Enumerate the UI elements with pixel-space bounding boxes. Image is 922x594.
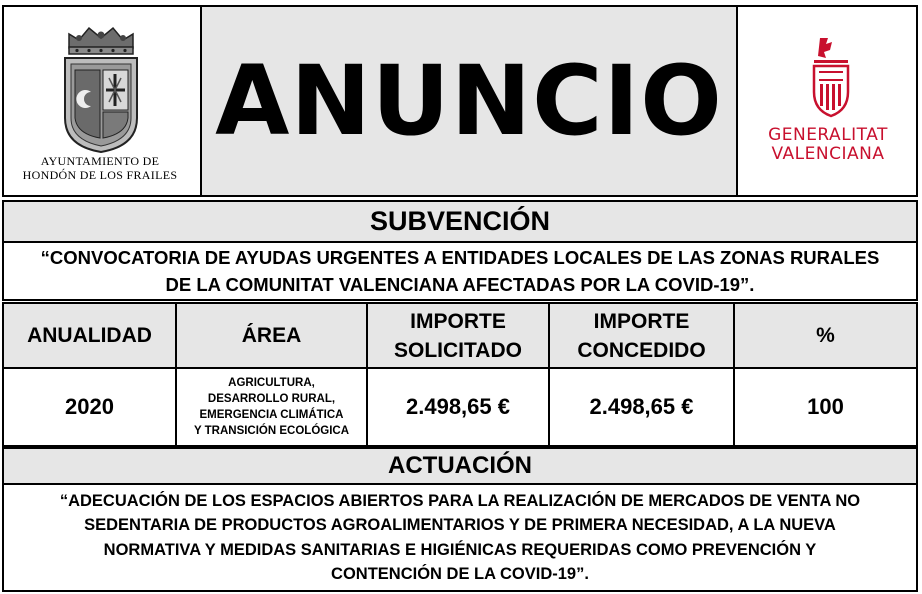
subvencion-line-1: “CONVOCATORIA DE AYUDAS URGENTES A ENTIDADES LOCALES DE LAS ZONAS RURALES: [40, 247, 880, 268]
generalitat-line-1: GENERALITAT: [768, 125, 888, 145]
actuacion-line-4: CONTENCIÓN DE LA COVID-19”.: [331, 565, 589, 583]
ayuntamiento-logo: [55, 18, 147, 154]
actuacion-line-2: SEDENTARIA DE PRODUCTOS AGROALIMENTARIOS Y DE PRIMERA NECESIDAD, A LA NUEVA: [84, 516, 836, 534]
table-row-area: [177, 369, 366, 445]
subvencion-heading: [4, 202, 916, 241]
table-row-anualidad: [4, 369, 175, 445]
actuacion-heading: [4, 449, 916, 483]
table-row-solicitado: [368, 369, 548, 445]
column-header-area: [177, 304, 366, 367]
coat-of-arms-icon: [55, 18, 147, 154]
generalitat-caption: [738, 126, 918, 164]
anualidad-value: 2020: [65, 394, 114, 419]
ayuntamiento-caption: [0, 154, 200, 182]
subvencion-heading-text: SUBVENCIÓN: [369, 206, 551, 236]
ayuntamiento-line-1: AYUNTAMIENTO DE: [40, 154, 160, 168]
table-row-concedido: [550, 369, 733, 445]
subvencion-text: [4, 243, 916, 299]
table-row-percent: [735, 369, 916, 445]
column-header-concedido: [550, 304, 733, 367]
generalitat-line-2: VALENCIANA: [771, 144, 885, 164]
area-line-4: Y TRANSICIÓN ECOLÓGICA: [193, 425, 350, 437]
solicitado-value: 2.498,65 €: [406, 394, 510, 419]
column-header-concedido-line-1: IMPORTE: [593, 309, 690, 333]
area-line-1: AGRICULTURA,: [228, 377, 315, 389]
column-header-anualidad: [4, 304, 175, 367]
ayuntamiento-line-2: HONDÓN DE LOS FRAILES: [22, 168, 178, 182]
column-header-concedido-line-2: CONCEDIDO: [577, 338, 706, 362]
generalitat-logo-icon: [806, 36, 858, 120]
concedido-value: 2.498,65 €: [589, 394, 694, 419]
percent-value: 100: [807, 394, 844, 419]
column-header-area-label: ÁREA: [241, 324, 302, 347]
column-header-percent: [735, 304, 916, 367]
actuacion-text: [4, 485, 916, 590]
area-line-2: DESARROLLO RURAL,: [207, 393, 336, 405]
column-header-solicitado: [368, 304, 548, 367]
column-header-anualidad-label: ANUALIDAD: [27, 324, 152, 347]
page-title: ANUNCIO: [215, 45, 723, 157]
subvencion-line-2: DE LA COMUNITAT VALENCIANA AFECTADAS POR LA COVID-19”.: [165, 274, 755, 295]
generalitat-logo: [806, 36, 858, 120]
title-cell: [202, 7, 736, 195]
column-header-solicitado-line-2: SOLICITADO: [394, 338, 522, 362]
actuacion-line-3: NORMATIVA Y MEDIDAS SANITARIAS E HIGIÉNICAS REQUERIDAS COMO PREVENCIÓN Y: [103, 540, 817, 559]
column-header-percent-label: %: [816, 324, 835, 347]
area-line-3: EMERGENCIA CLIMÁTICA: [199, 409, 344, 421]
divider: [736, 5, 738, 197]
actuacion-heading-text: ACTUACIÓN: [388, 452, 532, 479]
actuacion-line-1: “ADECUACIÓN DE LOS ESPACIOS ABIERTOS PARA LA REALIZACIÓN DE MERCADOS DE VENTA NO: [59, 491, 861, 510]
column-header-solicitado-line-1: IMPORTE: [410, 309, 506, 333]
